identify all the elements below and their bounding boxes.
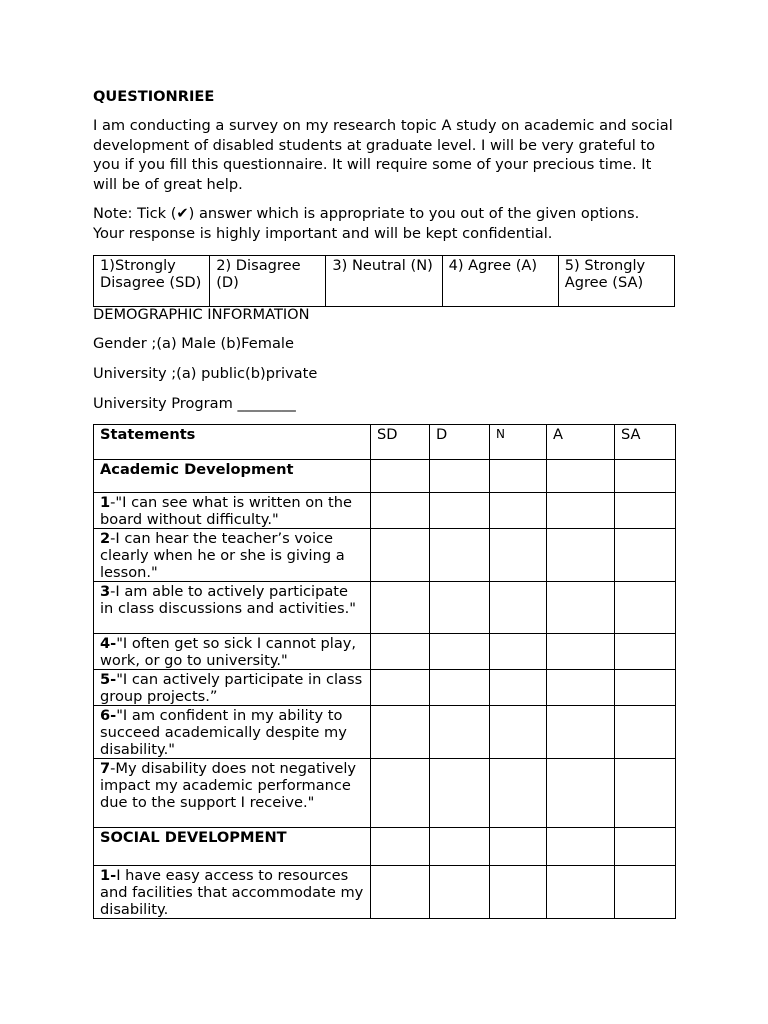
answer-cell[interactable] <box>615 866 676 919</box>
answer-cell[interactable] <box>430 866 490 919</box>
answer-cell[interactable] <box>547 634 615 670</box>
statement-text: -My disability does not negatively impact my academic performance due to the support I receive." <box>100 760 357 811</box>
answer-cell[interactable] <box>615 529 676 582</box>
gender-line: Gender ;(a) Male (b)Female <box>93 335 294 352</box>
answer-cell[interactable] <box>547 759 615 828</box>
answer-cell[interactable] <box>490 828 547 866</box>
statement-number: 5- <box>100 671 117 688</box>
statement-text: "I often get so sick I cannot play, work, or go to university." <box>100 635 357 669</box>
answer-cell[interactable] <box>490 460 547 493</box>
answer-cell[interactable] <box>371 634 430 670</box>
statement-text: "I can actively participate in class group projects.” <box>100 671 363 705</box>
demographic-heading: DEMOGRAPHIC INFORMATION <box>93 306 310 323</box>
statement-cell <box>94 634 371 670</box>
statement-cell <box>94 759 371 828</box>
section-row-academic <box>94 460 676 493</box>
answer-cell[interactable] <box>430 493 490 529</box>
statement-number: 1 <box>100 494 111 511</box>
answer-cell[interactable] <box>547 866 615 919</box>
statement-number: 3 <box>100 583 111 600</box>
answer-cell[interactable] <box>490 582 547 634</box>
table-row <box>94 706 676 759</box>
table-header-row <box>94 425 676 460</box>
answer-cell[interactable] <box>371 529 430 582</box>
header-a: A <box>547 425 615 460</box>
scale-option-a: 4) Agree (A) <box>442 256 558 307</box>
table-row <box>94 582 676 634</box>
answer-cell[interactable] <box>490 706 547 759</box>
table-row <box>94 634 676 670</box>
answer-cell[interactable] <box>547 493 615 529</box>
header-sd: SD <box>371 425 430 460</box>
answer-cell[interactable] <box>615 670 676 706</box>
answer-cell[interactable] <box>490 529 547 582</box>
statement-text: "I am confident in my ability to succeed academically despite my disability." <box>100 707 347 758</box>
university-line: University ;(a) public(b)private <box>93 365 318 382</box>
answer-cell[interactable] <box>430 529 490 582</box>
answer-cell[interactable] <box>371 460 430 493</box>
answer-cell[interactable] <box>371 582 430 634</box>
table-row <box>94 759 676 828</box>
statement-number: 6- <box>100 707 117 724</box>
statement-text: -I can hear the teacher’s voice clearly when he or she is giving a lesson." <box>100 530 345 581</box>
answer-cell[interactable] <box>430 582 490 634</box>
answer-cell[interactable] <box>490 493 547 529</box>
answer-cell[interactable] <box>615 493 676 529</box>
answer-cell[interactable] <box>615 759 676 828</box>
statement-number: 7 <box>100 760 111 777</box>
statement-number: 1- <box>100 867 117 884</box>
answer-cell[interactable] <box>615 706 676 759</box>
statements-table <box>93 424 676 919</box>
statement-cell <box>94 529 371 582</box>
statement-cell <box>94 670 371 706</box>
scale-option-d: 2) Disagree (D) <box>210 256 326 307</box>
answer-cell[interactable] <box>547 582 615 634</box>
answer-cell[interactable] <box>430 828 490 866</box>
answer-cell[interactable] <box>371 828 430 866</box>
scale-option-sa: 5) Strongly Agree (SA) <box>558 256 674 307</box>
note-paragraph: Note: Tick (✔) answer which is appropriate to you out of the given options. Your response is highly important and will be kept confidential. <box>93 205 640 242</box>
answer-cell[interactable] <box>547 828 615 866</box>
program-line: University Program ________ <box>93 395 296 412</box>
answer-cell[interactable] <box>490 634 547 670</box>
answer-cell[interactable] <box>430 460 490 493</box>
statement-number: 4- <box>100 635 117 652</box>
page-title: QUESTIONRIEE <box>93 88 215 105</box>
table-row <box>94 529 676 582</box>
answer-cell[interactable] <box>547 670 615 706</box>
scale-option-n: 3) Neutral (N) <box>326 256 442 307</box>
section-academic-label: Academic Development <box>94 460 371 493</box>
statement-text: I have easy access to resources and facilities that accommodate my disability. <box>100 867 364 918</box>
answer-cell[interactable] <box>371 670 430 706</box>
answer-cell[interactable] <box>547 706 615 759</box>
answer-cell[interactable] <box>430 634 490 670</box>
header-n: N <box>490 425 547 460</box>
header-sa: SA <box>615 425 676 460</box>
answer-cell[interactable] <box>490 670 547 706</box>
header-statements: Statements <box>94 425 371 460</box>
statement-text: -I am able to actively participate in class discussions and activities." <box>100 583 356 617</box>
statement-text: -"I can see what is written on the board without difficulty." <box>100 494 352 528</box>
section-social-label: SOCIAL DEVELOPMENT <box>94 828 371 866</box>
rating-scale-table <box>93 255 675 307</box>
section-row-social <box>94 828 676 866</box>
header-d: D <box>430 425 490 460</box>
statement-cell <box>94 706 371 759</box>
answer-cell[interactable] <box>371 866 430 919</box>
answer-cell[interactable] <box>615 828 676 866</box>
answer-cell[interactable] <box>615 634 676 670</box>
scale-option-sd: 1)Strongly Disagree (SD) <box>94 256 210 307</box>
statement-cell <box>94 866 371 919</box>
answer-cell[interactable] <box>430 706 490 759</box>
table-row <box>94 866 676 919</box>
answer-cell[interactable] <box>430 670 490 706</box>
answer-cell[interactable] <box>490 866 547 919</box>
statement-number: 2 <box>100 530 111 547</box>
answer-cell[interactable] <box>615 582 676 634</box>
table-row <box>94 670 676 706</box>
answer-cell[interactable] <box>371 759 430 828</box>
statement-cell <box>94 493 371 529</box>
answer-cell[interactable] <box>490 759 547 828</box>
answer-cell[interactable] <box>371 706 430 759</box>
answer-cell[interactable] <box>430 759 490 828</box>
answer-cell[interactable] <box>615 460 676 493</box>
answer-cell[interactable] <box>371 493 430 529</box>
answer-cell[interactable] <box>547 529 615 582</box>
answer-cell[interactable] <box>547 460 615 493</box>
intro-paragraph: I am conducting a survey on my research topic A study on academic and social development of disabled students at graduate level. I will be very grateful to you if you fill this questionnaire. It will require some of your precious time. It will be of great help. <box>93 117 673 193</box>
statement-cell <box>94 582 371 634</box>
table-row <box>94 493 676 529</box>
